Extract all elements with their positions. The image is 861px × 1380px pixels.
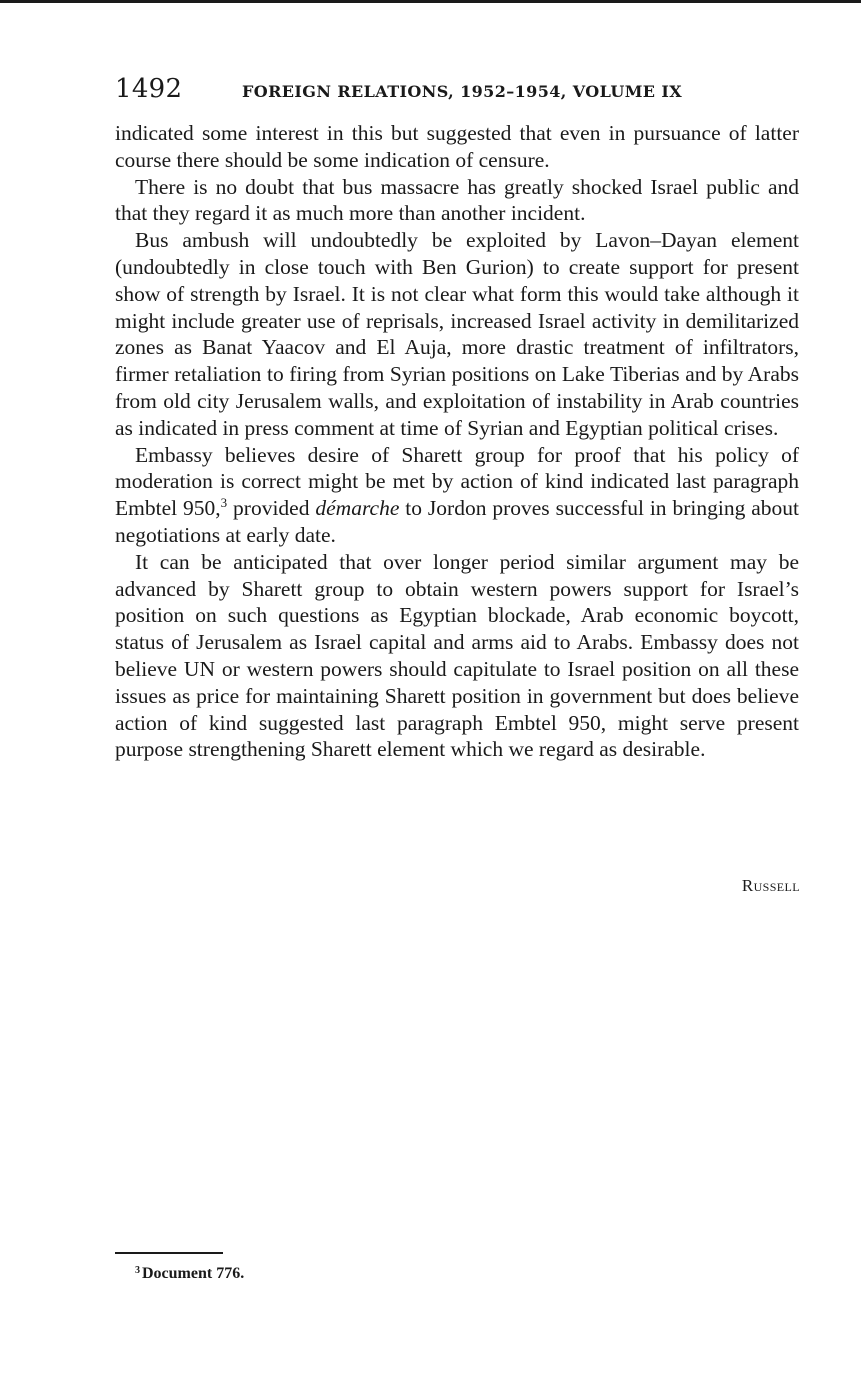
paragraph-3: Bus ambush will undoubtedly be exploited by Lavon–Dayan element (undoubtedly in close touch with Ben Gurion) to create support for present show of strength by Israel. It is not clear what form this would take although it might include greater use of reprisals, increased Israel activity in demilitarized zones as Banat Yaacov and El Auja, more drastic treatment of infiltrators, firmer retaliation to firing from Syrian positions on Lake Tiberias and by Arabs from old city Jerusalem walls, and exploitation of instability in Arab countries as indicated in press comment at time of Syrian and Egyptian political crises. xyxy=(115,228,799,440)
paragraph-1: indicated some interest in this but suggested that even in pursuance of latter course there should be some indication of censure. xyxy=(115,121,799,172)
paragraph-4-emphasis: démarche xyxy=(315,496,400,521)
footnote-mark: 3 xyxy=(135,1265,140,1276)
footnote-divider xyxy=(115,1252,223,1254)
paragraph-4-before: Embassy believes desire of Sharett group for proof that his policy of moderation is correct might be met by action of kind indicated last paragraph Embtel 950, xyxy=(115,442,799,521)
paragraph-2: There is no doubt that bus massacre has greatly shocked Israel public and that they regard it as much more than another incident. xyxy=(115,174,799,226)
footnote xyxy=(135,1265,244,1283)
footnote-reference[interactable]: 3 xyxy=(220,495,228,510)
document-body xyxy=(115,120,799,763)
running-head: FOREIGN RELATIONS, 1952–1954, VOLUME IX xyxy=(242,82,683,101)
paragraph-4 xyxy=(115,442,799,549)
page-top-edge xyxy=(0,0,861,3)
paragraph-4-after: to Jordon proves successful in bringing about negotiations at early date. xyxy=(115,496,799,547)
signature: Russell xyxy=(741,876,800,895)
page-number: 1492 xyxy=(115,74,183,104)
paragraph-5: It can be anticipated that over longer period similar argument may be advanced by Sharett group to obtain western powers support for Israel’s position on such questions as Egyptian blockade, Arab economic boycott, status of Jerusalem as Israel capital and arms aid to Arabs. Embassy does not believe UN or western powers should capitulate to Israel position on all these issues as price for maintaining Sharett position in government but does believe action of kind suggested last paragraph Embtel 950, might serve present purpose strengthening Sharett element which we regard as desirable. xyxy=(115,549,799,762)
paragraph-4-middle: provided xyxy=(227,496,316,521)
footnote-text: Document 776. xyxy=(142,1265,245,1282)
